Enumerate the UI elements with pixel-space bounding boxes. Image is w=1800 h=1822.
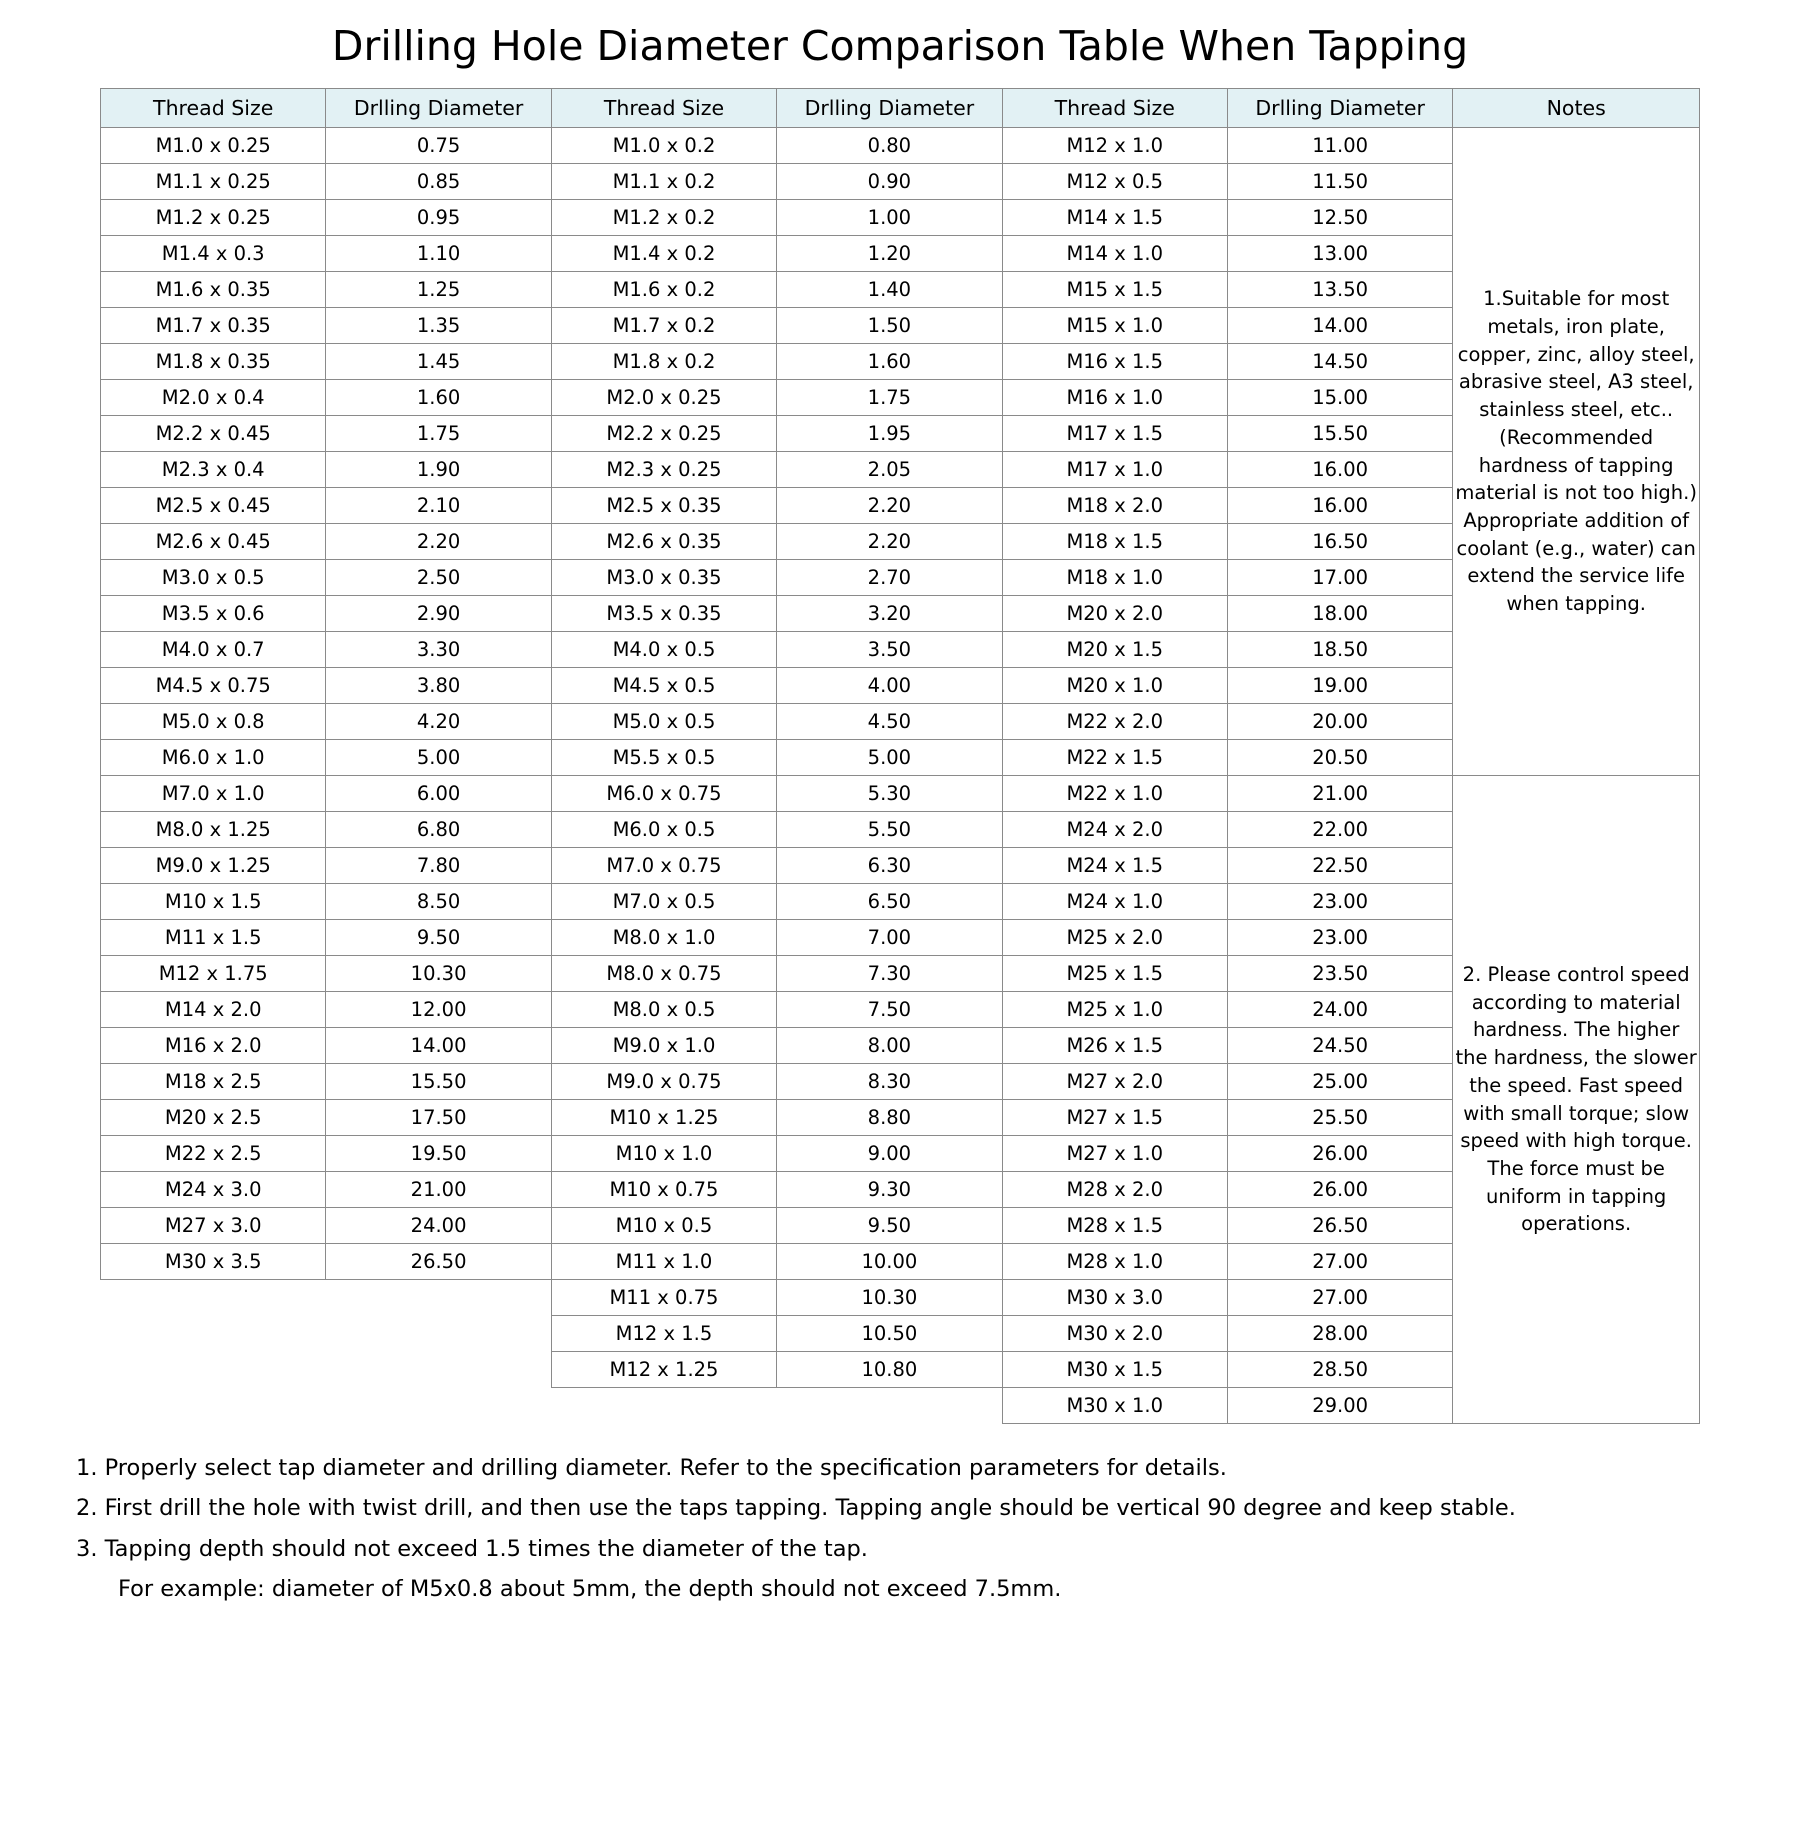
cell-drilling-diameter: 1.75	[326, 416, 551, 452]
cell-thread-size: M8.0 x 0.5	[551, 992, 776, 1028]
cell-thread-size: M17 x 1.5	[1002, 416, 1227, 452]
page-title: Drilling Hole Diameter Comparison Table When Tapping	[331, 22, 1469, 70]
cell-empty	[101, 1316, 326, 1352]
cell-drilling-diameter: 2.50	[326, 560, 551, 596]
cell-thread-size: M28 x 1.5	[1002, 1208, 1227, 1244]
cell-thread-size: M2.3 x 0.25	[551, 452, 776, 488]
cell-drilling-diameter: 1.00	[777, 200, 1002, 236]
cell-drilling-diameter: 29.00	[1227, 1388, 1452, 1424]
cell-drilling-diameter: 14.50	[1227, 344, 1452, 380]
cell-thread-size: M26 x 1.5	[1002, 1028, 1227, 1064]
cell-thread-size: M30 x 3.0	[1002, 1280, 1227, 1316]
cell-drilling-diameter: 3.80	[326, 668, 551, 704]
cell-thread-size: M18 x 1.0	[1002, 560, 1227, 596]
cell-thread-size: M7.0 x 0.5	[551, 884, 776, 920]
header-drilling-diameter-1: Drlling Diameter	[326, 89, 551, 128]
cell-drilling-diameter: 10.30	[777, 1280, 1002, 1316]
cell-drilling-diameter: 4.50	[777, 704, 1002, 740]
cell-thread-size: M5.5 x 0.5	[551, 740, 776, 776]
footnote-3: 3. Tapping depth should not exceed 1.5 times the diameter of the tap.	[76, 1535, 868, 1562]
header-thread-size-3: Thread Size	[1002, 89, 1227, 128]
cell-thread-size: M16 x 1.5	[1002, 344, 1227, 380]
cell-thread-size: M25 x 2.0	[1002, 920, 1227, 956]
cell-thread-size: M18 x 1.5	[1002, 524, 1227, 560]
cell-drilling-diameter: 22.00	[1227, 812, 1452, 848]
footnotes	[40, 1450, 1760, 1608]
cell-drilling-diameter: 9.50	[777, 1208, 1002, 1244]
cell-thread-size: M25 x 1.5	[1002, 956, 1227, 992]
cell-thread-size: M2.6 x 0.35	[551, 524, 776, 560]
cell-thread-size: M17 x 1.0	[1002, 452, 1227, 488]
cell-thread-size: M11 x 0.75	[551, 1280, 776, 1316]
cell-thread-size: M5.0 x 0.5	[551, 704, 776, 740]
cell-drilling-diameter: 19.00	[1227, 668, 1452, 704]
cell-thread-size: M22 x 1.5	[1002, 740, 1227, 776]
cell-thread-size: M1.8 x 0.2	[551, 344, 776, 380]
cell-drilling-diameter: 16.00	[1227, 488, 1452, 524]
cell-drilling-diameter: 11.00	[1227, 128, 1452, 164]
cell-thread-size: M4.0 x 0.5	[551, 632, 776, 668]
cell-drilling-diameter: 13.50	[1227, 272, 1452, 308]
cell-drilling-diameter: 1.45	[326, 344, 551, 380]
cell-drilling-diameter: 6.30	[777, 848, 1002, 884]
cell-thread-size: M8.0 x 1.25	[101, 812, 326, 848]
cell-drilling-diameter: 10.80	[777, 1352, 1002, 1388]
cell-drilling-diameter: 7.00	[777, 920, 1002, 956]
cell-drilling-diameter: 1.40	[777, 272, 1002, 308]
cell-drilling-diameter: 1.50	[777, 308, 1002, 344]
cell-drilling-diameter: 0.95	[326, 200, 551, 236]
cell-drilling-diameter: 0.90	[777, 164, 1002, 200]
cell-drilling-diameter: 24.50	[1227, 1028, 1452, 1064]
cell-thread-size: M2.6 x 0.45	[101, 524, 326, 560]
cell-drilling-diameter: 18.00	[1227, 596, 1452, 632]
cell-thread-size: M12 x 1.0	[1002, 128, 1227, 164]
cell-drilling-diameter: 1.90	[326, 452, 551, 488]
cell-drilling-diameter: 26.50	[326, 1244, 551, 1280]
cell-drilling-diameter: 24.00	[1227, 992, 1452, 1028]
cell-thread-size: M1.4 x 0.2	[551, 236, 776, 272]
cell-thread-size: M2.0 x 0.4	[101, 380, 326, 416]
cell-thread-size: M14 x 1.5	[1002, 200, 1227, 236]
cell-thread-size: M4.5 x 0.5	[551, 668, 776, 704]
cell-thread-size: M30 x 1.5	[1002, 1352, 1227, 1388]
cell-thread-size: M7.0 x 0.75	[551, 848, 776, 884]
cell-drilling-diameter: 25.50	[1227, 1100, 1452, 1136]
cell-drilling-diameter: 2.70	[777, 560, 1002, 596]
cell-thread-size: M25 x 1.0	[1002, 992, 1227, 1028]
cell-drilling-diameter: 26.50	[1227, 1208, 1452, 1244]
cell-thread-size: M1.6 x 0.35	[101, 272, 326, 308]
cell-thread-size: M6.0 x 1.0	[101, 740, 326, 776]
cell-thread-size: M18 x 2.0	[1002, 488, 1227, 524]
cell-drilling-diameter: 19.50	[326, 1136, 551, 1172]
cell-empty	[326, 1280, 551, 1316]
cell-drilling-diameter: 13.00	[1227, 236, 1452, 272]
cell-drilling-diameter: 1.60	[326, 380, 551, 416]
cell-thread-size: M10 x 1.0	[551, 1136, 776, 1172]
cell-drilling-diameter: 2.10	[326, 488, 551, 524]
cell-drilling-diameter: 23.00	[1227, 884, 1452, 920]
cell-thread-size: M1.0 x 0.25	[101, 128, 326, 164]
cell-thread-size: M24 x 1.5	[1002, 848, 1227, 884]
cell-drilling-diameter: 27.00	[1227, 1244, 1452, 1280]
cell-thread-size: M30 x 3.5	[101, 1244, 326, 1280]
cell-drilling-diameter: 4.20	[326, 704, 551, 740]
cell-drilling-diameter: 1.10	[326, 236, 551, 272]
cell-thread-size: M20 x 2.5	[101, 1100, 326, 1136]
cell-thread-size: M12 x 1.25	[551, 1352, 776, 1388]
cell-thread-size: M1.7 x 0.35	[101, 308, 326, 344]
cell-thread-size: M11 x 1.0	[551, 1244, 776, 1280]
cell-drilling-diameter: 10.00	[777, 1244, 1002, 1280]
cell-thread-size: M28 x 1.0	[1002, 1244, 1227, 1280]
cell-drilling-diameter: 1.35	[326, 308, 551, 344]
header-thread-size-1: Thread Size	[101, 89, 326, 128]
cell-drilling-diameter: 12.00	[326, 992, 551, 1028]
cell-drilling-diameter: 5.50	[777, 812, 1002, 848]
cell-drilling-diameter: 24.00	[326, 1208, 551, 1244]
cell-thread-size: M14 x 2.0	[101, 992, 326, 1028]
cell-thread-size: M14 x 1.0	[1002, 236, 1227, 272]
cell-drilling-diameter: 9.30	[777, 1172, 1002, 1208]
cell-drilling-diameter: 14.00	[1227, 308, 1452, 344]
cell-thread-size: M6.0 x 0.5	[551, 812, 776, 848]
cell-empty	[101, 1280, 326, 1316]
cell-thread-size: M12 x 1.75	[101, 956, 326, 992]
cell-drilling-diameter: 1.95	[777, 416, 1002, 452]
cell-drilling-diameter: 18.50	[1227, 632, 1452, 668]
cell-thread-size: M2.5 x 0.45	[101, 488, 326, 524]
cell-thread-size: M8.0 x 1.0	[551, 920, 776, 956]
cell-thread-size: M9.0 x 1.25	[101, 848, 326, 884]
cell-thread-size: M2.2 x 0.25	[551, 416, 776, 452]
cell-thread-size: M15 x 1.0	[1002, 308, 1227, 344]
cell-thread-size: M2.2 x 0.45	[101, 416, 326, 452]
cell-thread-size: M24 x 1.0	[1002, 884, 1227, 920]
cell-empty	[101, 1388, 326, 1424]
cell-drilling-diameter: 26.00	[1227, 1136, 1452, 1172]
cell-thread-size: M12 x 0.5	[1002, 164, 1227, 200]
cell-drilling-diameter: 14.00	[326, 1028, 551, 1064]
cell-thread-size: M22 x 1.0	[1002, 776, 1227, 812]
cell-drilling-diameter: 5.00	[777, 740, 1002, 776]
cell-thread-size: M12 x 1.5	[551, 1316, 776, 1352]
cell-empty	[101, 1352, 326, 1388]
cell-drilling-diameter: 6.80	[326, 812, 551, 848]
cell-drilling-diameter: 23.50	[1227, 956, 1452, 992]
cell-drilling-diameter: 7.30	[777, 956, 1002, 992]
notes-cell-1: 1.Suitable for most metals, iron plate, copper, zinc, alloy steel, abrasive steel, A3 steel, stainless steel, etc..(Recommended hardness of tapping material is not too high.) Appropriate addition of coolant (e.g., water) can extend the service life when tapping.	[1453, 128, 1700, 776]
cell-thread-size: M18 x 2.5	[101, 1064, 326, 1100]
cell-drilling-diameter: 15.50	[1227, 416, 1452, 452]
cell-drilling-diameter: 10.50	[777, 1316, 1002, 1352]
cell-drilling-diameter: 17.00	[1227, 560, 1452, 596]
cell-empty	[777, 1388, 1002, 1424]
cell-drilling-diameter: 3.20	[777, 596, 1002, 632]
cell-drilling-diameter: 16.50	[1227, 524, 1452, 560]
cell-thread-size: M3.5 x 0.35	[551, 596, 776, 632]
cell-thread-size: M10 x 0.5	[551, 1208, 776, 1244]
cell-drilling-diameter: 25.00	[1227, 1064, 1452, 1100]
footnote-2: 2. First drill the hole with twist drill, and then use the taps tapping. Tapping angle should be vertical 90 degree and keep stable.	[76, 1495, 1516, 1522]
cell-drilling-diameter: 12.50	[1227, 200, 1452, 236]
cell-thread-size: M1.1 x 0.2	[551, 164, 776, 200]
footnote-4: For example: diameter of M5x0.8 about 5mm, the depth should not exceed 7.5mm.	[118, 1576, 1062, 1603]
cell-thread-size: M9.0 x 0.75	[551, 1064, 776, 1100]
header-drilling-diameter-3: Drlling Diameter	[1227, 89, 1452, 128]
cell-drilling-diameter: 0.85	[326, 164, 551, 200]
cell-empty	[551, 1388, 776, 1424]
cell-drilling-diameter: 27.00	[1227, 1280, 1452, 1316]
cell-empty	[326, 1352, 551, 1388]
cell-drilling-diameter: 1.20	[777, 236, 1002, 272]
cell-drilling-diameter: 0.80	[777, 128, 1002, 164]
table-row	[101, 128, 1700, 164]
cell-drilling-diameter: 1.75	[777, 380, 1002, 416]
cell-drilling-diameter: 15.00	[1227, 380, 1452, 416]
cell-drilling-diameter: 22.50	[1227, 848, 1452, 884]
cell-drilling-diameter: 21.00	[326, 1172, 551, 1208]
cell-drilling-diameter: 1.60	[777, 344, 1002, 380]
cell-thread-size: M30 x 2.0	[1002, 1316, 1227, 1352]
cell-thread-size: M4.5 x 0.75	[101, 668, 326, 704]
cell-drilling-diameter: 8.30	[777, 1064, 1002, 1100]
cell-thread-size: M27 x 3.0	[101, 1208, 326, 1244]
cell-thread-size: M10 x 1.5	[101, 884, 326, 920]
cell-drilling-diameter: 7.80	[326, 848, 551, 884]
cell-thread-size: M22 x 2.0	[1002, 704, 1227, 740]
cell-drilling-diameter: 6.00	[326, 776, 551, 812]
cell-drilling-diameter: 26.00	[1227, 1172, 1452, 1208]
cell-thread-size: M1.6 x 0.2	[551, 272, 776, 308]
cell-thread-size: M3.0 x 0.5	[101, 560, 326, 596]
cell-thread-size: M15 x 1.5	[1002, 272, 1227, 308]
cell-drilling-diameter: 0.75	[326, 128, 551, 164]
cell-drilling-diameter: 5.30	[777, 776, 1002, 812]
header-thread-size-2: Thread Size	[551, 89, 776, 128]
cell-drilling-diameter: 23.00	[1227, 920, 1452, 956]
drilling-comparison-table	[100, 88, 1700, 1424]
cell-drilling-diameter: 2.20	[777, 488, 1002, 524]
cell-thread-size: M2.5 x 0.35	[551, 488, 776, 524]
header-notes: Notes	[1453, 89, 1700, 128]
cell-thread-size: M1.8 x 0.35	[101, 344, 326, 380]
cell-drilling-diameter: 2.90	[326, 596, 551, 632]
cell-thread-size: M1.2 x 0.25	[101, 200, 326, 236]
cell-empty	[326, 1388, 551, 1424]
header-row	[101, 89, 1700, 128]
cell-thread-size: M27 x 2.0	[1002, 1064, 1227, 1100]
cell-thread-size: M4.0 x 0.7	[101, 632, 326, 668]
cell-thread-size: M20 x 1.0	[1002, 668, 1227, 704]
cell-drilling-diameter: 11.50	[1227, 164, 1452, 200]
cell-thread-size: M2.3 x 0.4	[101, 452, 326, 488]
cell-thread-size: M27 x 1.0	[1002, 1136, 1227, 1172]
cell-thread-size: M11 x 1.5	[101, 920, 326, 956]
cell-drilling-diameter: 20.00	[1227, 704, 1452, 740]
cell-drilling-diameter: 9.50	[326, 920, 551, 956]
cell-drilling-diameter: 20.50	[1227, 740, 1452, 776]
cell-thread-size: M2.0 x 0.25	[551, 380, 776, 416]
cell-thread-size: M5.0 x 0.8	[101, 704, 326, 740]
cell-drilling-diameter: 4.00	[777, 668, 1002, 704]
table-container	[100, 88, 1700, 1424]
table-row	[101, 776, 1700, 812]
cell-thread-size: M16 x 1.0	[1002, 380, 1227, 416]
cell-thread-size: M20 x 2.0	[1002, 596, 1227, 632]
cell-empty	[326, 1316, 551, 1352]
cell-drilling-diameter: 7.50	[777, 992, 1002, 1028]
footnote-1: 1. Properly select tap diameter and drilling diameter. Refer to the specification parameters for details.	[76, 1455, 1227, 1481]
cell-thread-size: M22 x 2.5	[101, 1136, 326, 1172]
cell-drilling-diameter: 2.05	[777, 452, 1002, 488]
cell-drilling-diameter: 6.50	[777, 884, 1002, 920]
cell-drilling-diameter: 2.20	[777, 524, 1002, 560]
cell-thread-size: M3.0 x 0.35	[551, 560, 776, 596]
cell-thread-size: M1.4 x 0.3	[101, 236, 326, 272]
cell-drilling-diameter: 8.50	[326, 884, 551, 920]
cell-drilling-diameter: 8.00	[777, 1028, 1002, 1064]
cell-drilling-diameter: 3.30	[326, 632, 551, 668]
cell-thread-size: M20 x 1.5	[1002, 632, 1227, 668]
cell-thread-size: M1.7 x 0.2	[551, 308, 776, 344]
page-root	[0, 22, 1800, 1822]
cell-thread-size: M27 x 1.5	[1002, 1100, 1227, 1136]
cell-thread-size: M10 x 1.25	[551, 1100, 776, 1136]
cell-thread-size: M9.0 x 1.0	[551, 1028, 776, 1064]
cell-drilling-diameter: 16.00	[1227, 452, 1452, 488]
cell-thread-size: M24 x 2.0	[1002, 812, 1227, 848]
cell-thread-size: M28 x 2.0	[1002, 1172, 1227, 1208]
cell-thread-size: M10 x 0.75	[551, 1172, 776, 1208]
cell-thread-size: M1.1 x 0.25	[101, 164, 326, 200]
table-header	[101, 89, 1700, 128]
cell-thread-size: M6.0 x 0.75	[551, 776, 776, 812]
cell-thread-size: M8.0 x 0.75	[551, 956, 776, 992]
cell-thread-size: M7.0 x 1.0	[101, 776, 326, 812]
cell-drilling-diameter: 2.20	[326, 524, 551, 560]
cell-thread-size: M16 x 2.0	[101, 1028, 326, 1064]
cell-drilling-diameter: 10.30	[326, 956, 551, 992]
cell-drilling-diameter: 1.25	[326, 272, 551, 308]
notes-cell-2: 2. Please control speed according to material hardness. The higher the hardness, the slower the speed. Fast speed with small torque; slow speed with high torque. The force must be uniform in tapping operations.	[1453, 776, 1700, 1424]
cell-drilling-diameter: 8.80	[777, 1100, 1002, 1136]
cell-drilling-diameter: 9.00	[777, 1136, 1002, 1172]
cell-drilling-diameter: 21.00	[1227, 776, 1452, 812]
cell-drilling-diameter: 3.50	[777, 632, 1002, 668]
table-body	[101, 128, 1700, 1424]
cell-thread-size: M3.5 x 0.6	[101, 596, 326, 632]
cell-drilling-diameter: 5.00	[326, 740, 551, 776]
cell-drilling-diameter: 28.00	[1227, 1316, 1452, 1352]
cell-thread-size: M24 x 3.0	[101, 1172, 326, 1208]
cell-drilling-diameter: 17.50	[326, 1100, 551, 1136]
cell-drilling-diameter: 15.50	[326, 1064, 551, 1100]
cell-drilling-diameter: 28.50	[1227, 1352, 1452, 1388]
cell-thread-size: M1.2 x 0.2	[551, 200, 776, 236]
cell-thread-size: M30 x 1.0	[1002, 1388, 1227, 1424]
header-drilling-diameter-2: Drlling Diameter	[777, 89, 1002, 128]
cell-thread-size: M1.0 x 0.2	[551, 128, 776, 164]
